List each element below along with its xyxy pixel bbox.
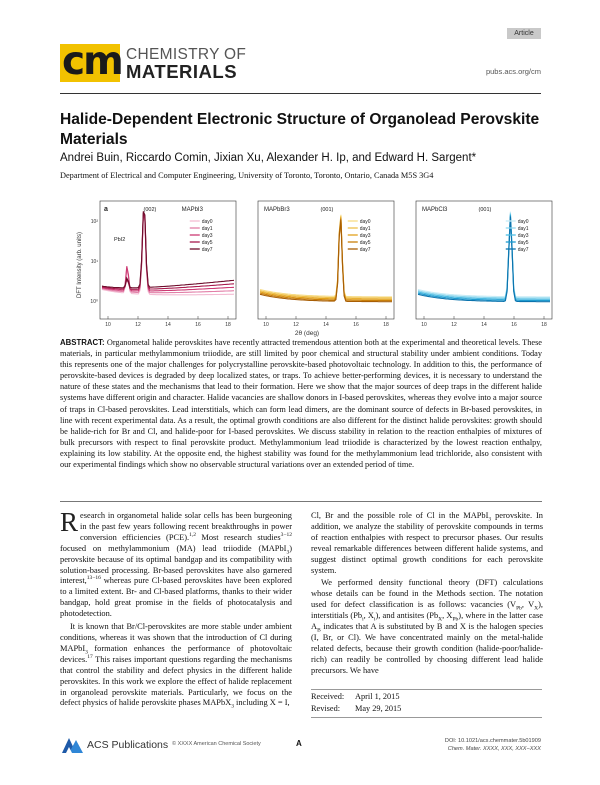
- revised-label: Revised:: [311, 704, 341, 713]
- abstract: [60, 337, 542, 470]
- panel-letter: a: [104, 206, 108, 213]
- legend-entry: day1: [359, 226, 371, 232]
- revised-line: [311, 704, 401, 713]
- received-line: [311, 692, 399, 701]
- journal-logo-mark: cm: [62, 39, 122, 84]
- journal-url[interactable]: pubs.acs.org/cm: [485, 67, 541, 76]
- received-label: Received:: [311, 692, 345, 701]
- legend-entry: day1: [201, 226, 213, 232]
- paper-title: Halide-Dependent Electronic Structure of Organolead Perovskite Materials: [60, 111, 540, 148]
- legend-entry: day7: [359, 247, 371, 253]
- x-tick-label: 10: [105, 322, 111, 328]
- legend-entry: day7: [517, 247, 529, 253]
- citation-ref[interactable]: 13−16: [86, 575, 101, 582]
- abstract-text: Organometal halide perovskites have recently attracted tremendous attention both at the experimental and theoretical levels. These materials, in particular methylammonium triiodide, are still limited by poor chemical and structural stability under ambient conditions. Today this represents one of the major challenges for polycrystalline perovskite-based photovoltaic technology. In addition to this, the performance of perovskite-based devices is degraded by deep localized states, or traps. To achieve better-performing devices, it is necessary to understand the nature of these states and the mechanisms that lead to their formation. Here we show that the major sources of deep traps in the different halide systems have different origin and character. Halide vacancies are shallow donors in I-based perovskites, whereas they evolve into a major source of traps in Cl-based perovskites. Lead interstitials, which can form lead dimers, are the dominant source of defects in Br-based perovskites, in line with recent experimental data. As a result, the optimal growth conditions are also different for the distinct halide perovskites: growth should be halide-rich for Br and Cl, and halide-poor for I-based perovskites. We discuss stability in relation to the reaction enthalpies of mixtures of bulk precursors with respect to final perovskite product. Methylammonium lead triiodide is characterized by the lowest reaction enthalpy, explaining its low stability. At the opposite end, the highest stability was found for the methylammonium lead trichloride, also consistent with our experimental findings which show no observable structural variations over an extended period of time.: [60, 338, 542, 470]
- x-tick-label: 12: [135, 322, 141, 328]
- y-tick-label: 10⁰: [90, 299, 98, 305]
- x-tick-label: 14: [481, 322, 487, 328]
- body-column-left: [60, 507, 292, 711]
- dates-divider-top: [311, 689, 542, 690]
- peak-label: (001): [478, 207, 492, 213]
- peak-label: (001): [320, 207, 334, 213]
- header-divider: [60, 93, 541, 94]
- legend-entry: day3: [517, 233, 529, 239]
- x-tick-label: 12: [451, 322, 457, 328]
- page-number: A: [296, 739, 302, 748]
- legend-entry: day0: [517, 219, 529, 225]
- legend-entry: day3: [359, 233, 371, 239]
- x-tick-label: 18: [541, 322, 547, 328]
- article-type-tag: Article: [507, 28, 541, 39]
- legend-entry: day0: [201, 219, 213, 225]
- body-paragraph: Cl, Br and the possible role of Cl in the MAPbI$_3$ perovskite. In addition, we analyze the stability of perovskite compounds in terms of reaction enthalpies with respect to precursor phases. Our results reveal remarkable differences between different halide systems, and suggest distinct optimal growth conditions for each perovskite system.: [311, 511, 543, 575]
- citation: Chem. Mater. XXXX, XXX, XXX−XXX: [447, 746, 541, 752]
- compound-label: MAPbCl3: [422, 207, 448, 213]
- x-tick-label: 14: [165, 322, 171, 328]
- body-paragraph: It is known that Br/Cl-perovskites are more stable under ambient conditions, whereas it was shown that the introduction of Cl during MAPbI$_3$ formation enhances the performance of photovoltaic devices.$^{17}$ This raises important questions regarding the mechanisms that control the stability and defect physics in the different halide perovskites. In this work we explore the effect of halide replacement in organolead perovskite materials. Particularly, we focus on the defect physics of halide perovskite phases MAPbX$_3$ including X = I,: [60, 622, 292, 711]
- secondary-peak-label: PbI2: [114, 237, 126, 243]
- journal-logo-line1: CHEMISTRY OF: [126, 46, 247, 63]
- toc-figure: [72, 195, 547, 337]
- abstract-label: ABSTRACT:: [60, 338, 105, 347]
- legend-entry: day5: [517, 240, 529, 246]
- x-tick-label: 18: [383, 322, 389, 328]
- peak-label: (002): [143, 207, 157, 213]
- x-axis-label: 2θ (deg): [294, 330, 320, 337]
- y-tick-label: 10¹: [90, 259, 98, 265]
- body-column-right: [311, 511, 543, 679]
- figure-panel-MAPbI3: [90, 201, 236, 328]
- figure-panel-MAPbCl3: [416, 201, 552, 328]
- x-tick-label: 10: [263, 322, 269, 328]
- x-tick-label: 12: [293, 322, 299, 328]
- panel-frame: [100, 201, 236, 319]
- copyright: © XXXX American Chemical Society: [172, 741, 261, 747]
- x-tick-label: 16: [195, 322, 201, 328]
- x-tick-label: 14: [323, 322, 329, 328]
- citation-ref[interactable]: 3−12: [280, 532, 292, 539]
- x-tick-label: 10: [421, 322, 427, 328]
- body-paragraph: Research in organometal halide solar cells has been burgeoning in the past few years following recent breakthroughs in power conversion efficiencies (PCE).$^{1,2}$ Most research studies$^{3-12}$ focused on methylammonium (MA) lead triiodide (MAPbI$_3$) perovskite because of its optimal bandgap and its compatibility with solution-based processing. Br-based perovskites have also garnered interest,$^{13-16}$ whereas pure Cl-based perovskites have been explored to a limited extent. Br- and Cl-based platforms, thanks to their wider bandgap, hold great promise in the fields of photocatalysis and photodetection.: [60, 507, 292, 619]
- journal-logo-line2: MATERIALS: [126, 61, 238, 82]
- x-tick-label: 16: [511, 322, 517, 328]
- legend-entry: day7: [201, 247, 213, 253]
- figure-panel-MAPbBr3: [258, 201, 394, 328]
- legend-entry: day3: [201, 233, 213, 239]
- compound-label: MAPbI3: [181, 207, 203, 213]
- acs-logo-icon[interactable]: [60, 735, 86, 755]
- doi[interactable]: DOI: 10.1021/acs.chemmater.5b01909: [444, 738, 541, 744]
- affiliation: Department of Electrical and Computer Engineering, University of Toronto, Toronto, Ontario, Canada M5S 3G4: [60, 171, 434, 180]
- legend-entry: day0: [359, 219, 371, 225]
- citation-ref[interactable]: 17: [87, 653, 93, 660]
- body-paragraph: We performed density functional theory (DFT) calculations whose details can be found in the Methods section. The notation used for defect classification is as follows: vacancies ($V_{Pb}$, $V_X$), interstitials ($Pb_i$, $X_i$), and antisites ($Pb_X$, $X_{Pb}$), where in the latter case $A_B$ indicates that A is substituted by B and X is the halogen species (I, Br, or Cl). We have concentrated mainly on the metal-halide related defects, because their growth condition (halide-poor/halide-rich) can readily be controlled by choosing different lead halide precursors. We have: [311, 578, 543, 675]
- legend-entry: day5: [359, 240, 371, 246]
- compound-label: MAPbBr3: [264, 207, 290, 213]
- citation-ref[interactable]: 1,2: [189, 532, 196, 539]
- y-axis-label: DFT Intensity (arb. units): [77, 232, 83, 298]
- dates-divider-bottom: [311, 717, 542, 718]
- legend-entry: day5: [201, 240, 213, 246]
- doi-block: [445, 737, 541, 753]
- figure-panels: [77, 201, 552, 337]
- author-list[interactable]: Andrei Buin, Riccardo Comin, Jixian Xu, Alexander H. Ip, and Edward H. Sargent*: [60, 152, 477, 164]
- drop-cap: R: [60, 507, 79, 537]
- received-date: April 1, 2015: [355, 692, 400, 701]
- abstract-divider: [60, 501, 542, 502]
- revised-date: May 29, 2015: [355, 704, 402, 713]
- y-tick-label: 10²: [90, 219, 98, 225]
- legend-entry: day1: [517, 226, 529, 232]
- publisher-name[interactable]: ACS Publications: [87, 739, 169, 751]
- x-tick-label: 16: [353, 322, 359, 328]
- x-tick-label: 18: [225, 322, 231, 328]
